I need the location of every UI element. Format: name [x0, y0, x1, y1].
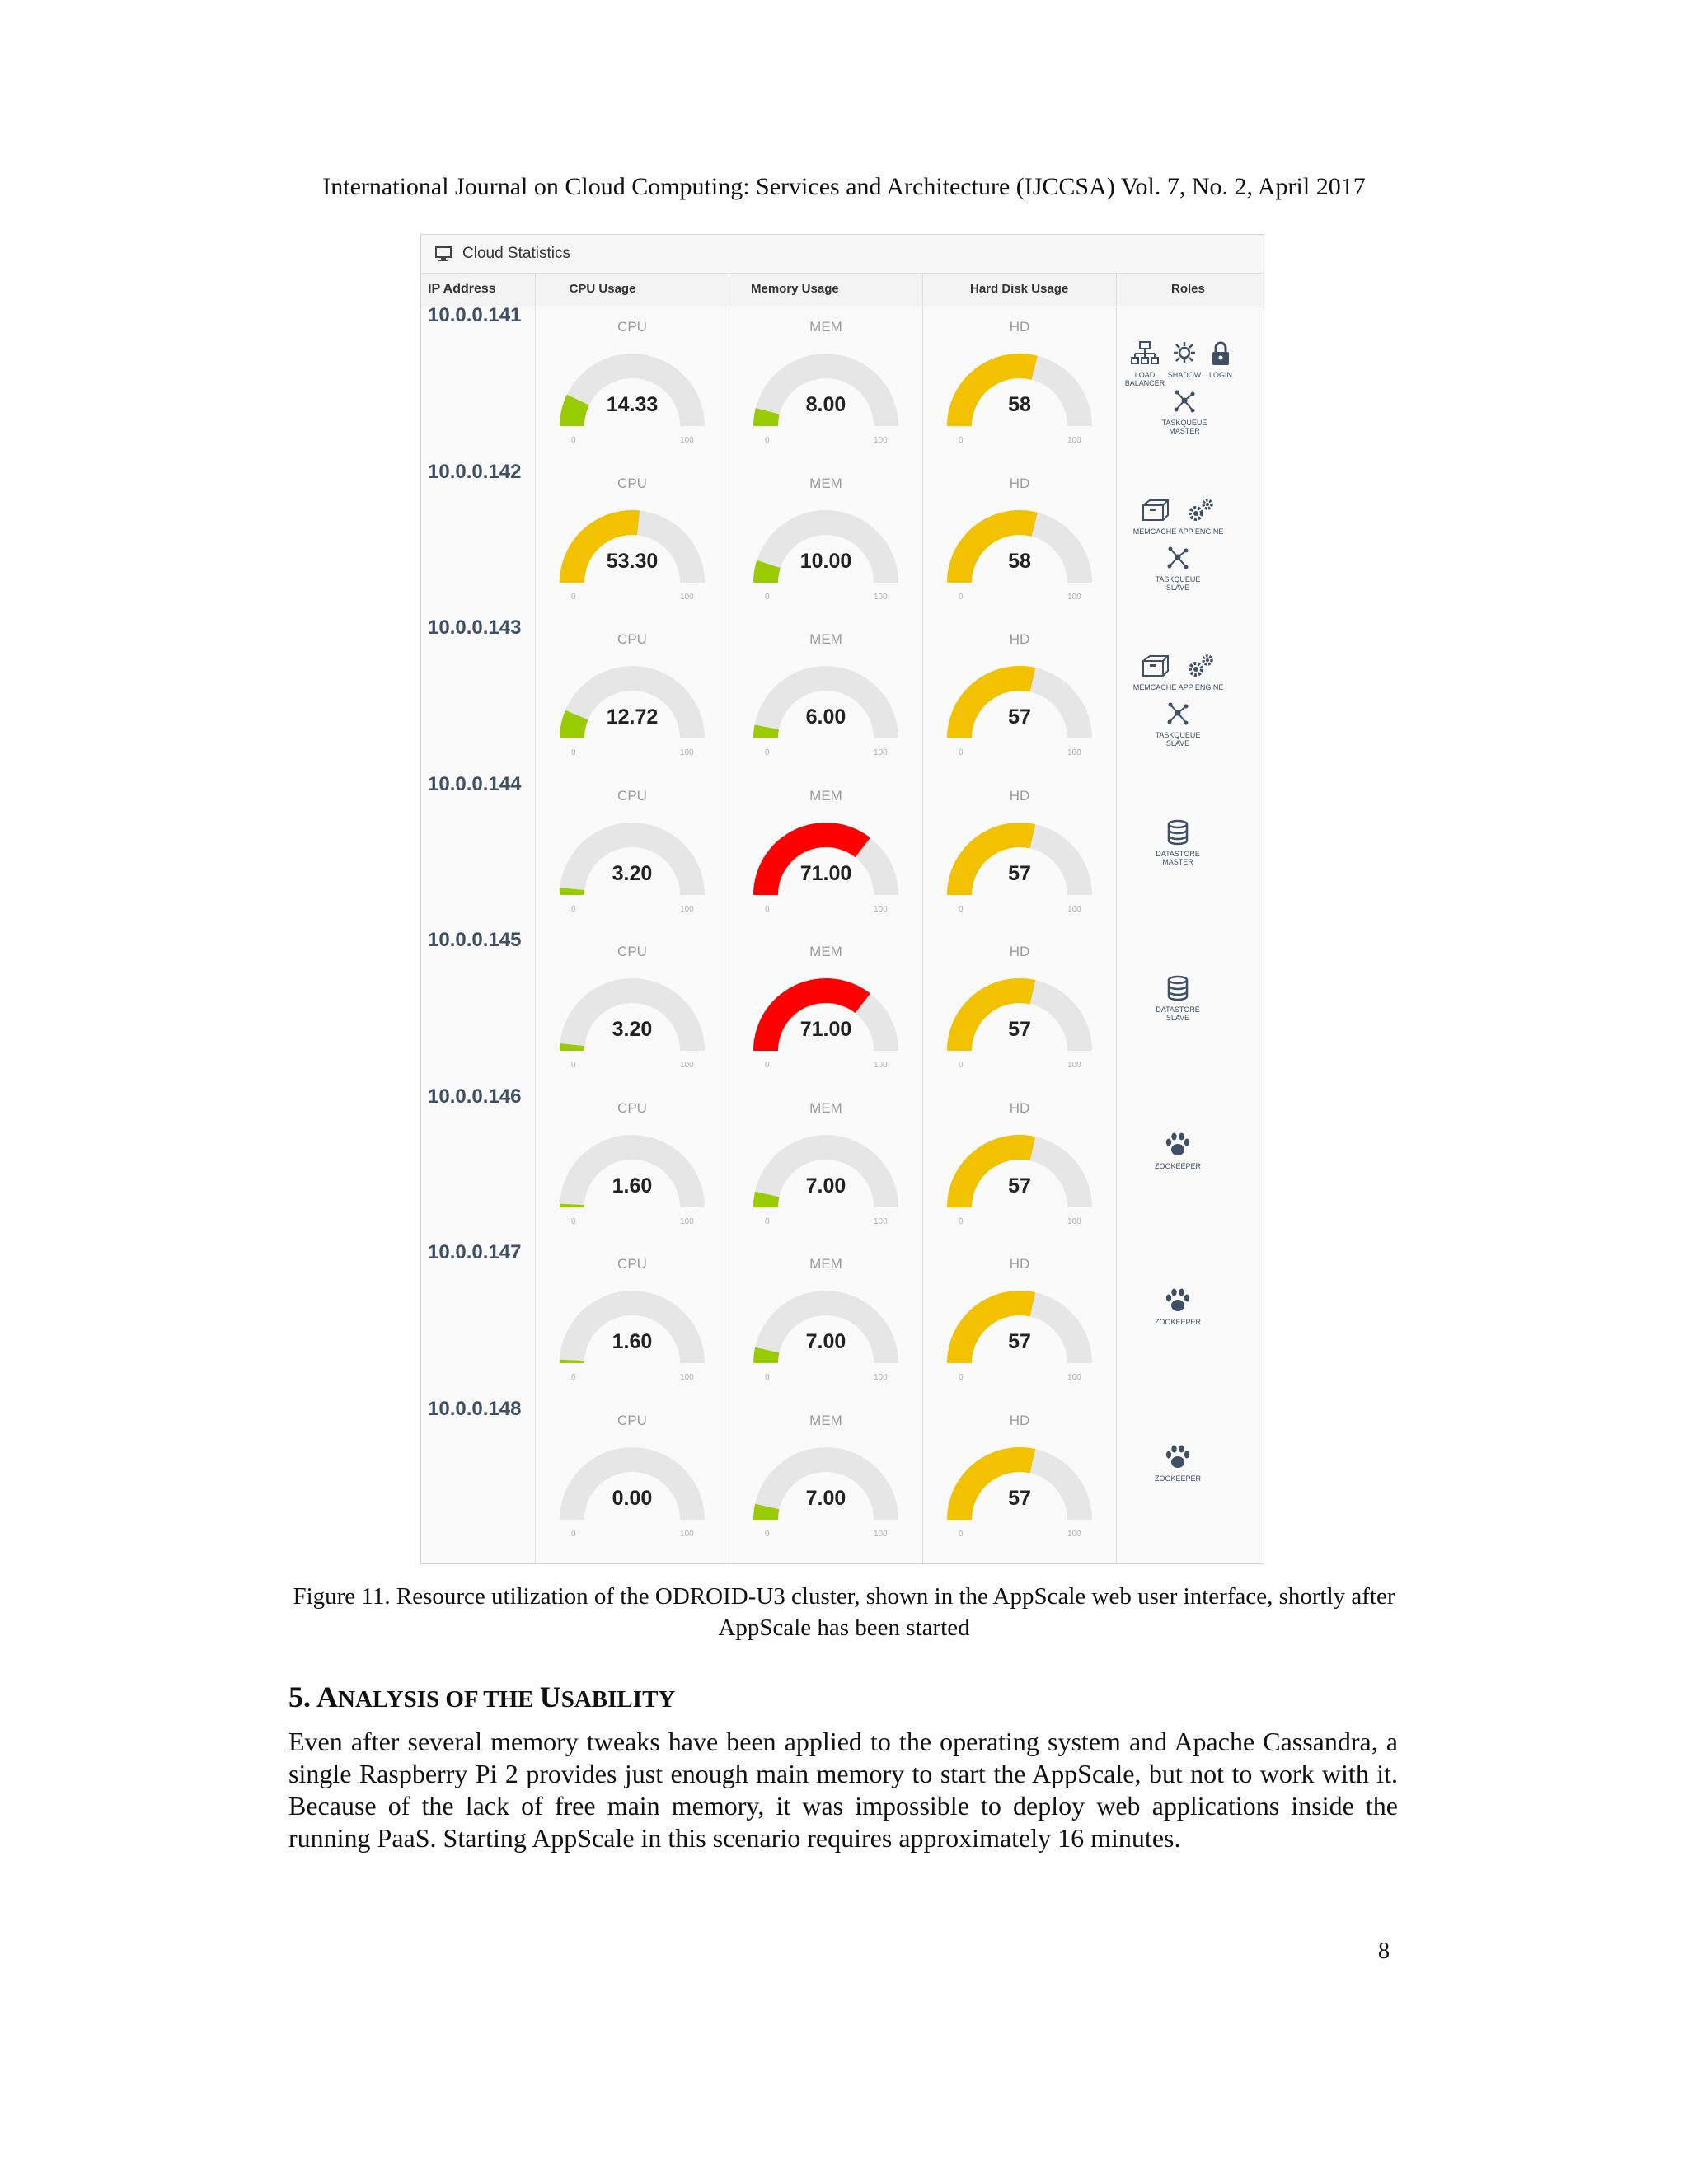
roles-cell	[1120, 1122, 1277, 1229]
gauge-max-label: 100	[680, 1061, 694, 1070]
mem-gauge	[743, 935, 908, 1070]
role-label: TASKQUEUE SLAVE	[1155, 731, 1201, 748]
role-item[interactable]	[1176, 653, 1226, 691]
gauge-min-label: 0	[571, 436, 576, 445]
gauge-max-label: 100	[874, 1216, 888, 1226]
mem-gauge-value: 10.00	[799, 549, 852, 573]
hd-gauge	[937, 1092, 1102, 1224]
cpu-gauge	[550, 467, 715, 602]
role-item[interactable]	[1196, 340, 1245, 379]
roles-cell	[1120, 809, 1277, 916]
ip-address: 10.0.0.145	[428, 929, 522, 951]
mem-gauge	[743, 623, 908, 755]
role-label: MEMCACHE	[1132, 527, 1177, 536]
ip-address: 10.0.0.142	[428, 460, 522, 483]
memcache-icon	[1140, 653, 1170, 679]
gauge-max-label: 100	[874, 1373, 888, 1382]
page-number: 8	[1378, 1938, 1390, 1964]
column-header-cpu[interactable]: CPU Usage	[569, 282, 636, 296]
hd-gauge-label: HD	[1009, 1256, 1030, 1272]
figure-caption: Figure 11. Resource utilization of the ODROID-U3 cluster, shown in the AppScale web user interface, shortly after AppScale has been started	[293, 1583, 1395, 1641]
mem-gauge	[743, 467, 908, 602]
database-icon	[1163, 819, 1193, 846]
ip-address: 10.0.0.143	[428, 616, 522, 639]
taskqueue-icon	[1163, 701, 1193, 727]
section-number: 5.	[288, 1680, 311, 1713]
cpu-gauge-value: 3.20	[612, 861, 653, 885]
gauge-min-label: 0	[571, 1529, 576, 1539]
gauge-min-label: 0	[765, 1061, 770, 1070]
ip-address: 10.0.0.144	[428, 772, 522, 795]
role-item[interactable]	[1176, 497, 1226, 536]
hd-gauge	[937, 780, 1102, 912]
hd-gauge-value: 57	[1008, 861, 1031, 885]
gauge-min-label: 0	[571, 1061, 576, 1070]
cpu-gauge-value: 0.00	[612, 1486, 653, 1510]
hd-gauge-value: 57	[1008, 705, 1031, 729]
hd-gauge-label: HD	[1009, 475, 1030, 491]
roles-cell	[1120, 497, 1277, 604]
gauge-max-label: 100	[680, 1529, 694, 1539]
role-label: TASKQUEUE MASTER	[1161, 419, 1207, 435]
cpu-gauge-label: CPU	[617, 1412, 647, 1428]
cpu-gauge-label: CPU	[617, 944, 647, 959]
role-item[interactable]	[1153, 545, 1203, 592]
role-item[interactable]	[1153, 819, 1203, 866]
role-item[interactable]	[1130, 653, 1179, 691]
role-item[interactable]	[1153, 1444, 1203, 1483]
mem-gauge-label: MEM	[809, 475, 842, 491]
cpu-gauge	[550, 935, 715, 1070]
paw-icon	[1163, 1287, 1193, 1314]
panel-titlebar	[421, 235, 1264, 274]
role-label: ZOOKEEPER	[1154, 1161, 1201, 1170]
roles-cell	[1120, 340, 1277, 448]
hd-gauge	[937, 1248, 1102, 1380]
role-label: LOAD BALANCER	[1124, 371, 1165, 387]
gauge-min-label: 0	[959, 1061, 964, 1070]
gauge-max-label: 100	[874, 1529, 888, 1539]
taskqueue-icon	[1170, 388, 1199, 415]
gauge-max-label: 100	[1067, 1216, 1081, 1226]
memcache-icon	[1140, 497, 1170, 523]
mem-gauge-value: 7.00	[805, 1174, 846, 1197]
cpu-gauge	[550, 1092, 715, 1224]
cpu-gauge	[550, 1404, 715, 1539]
role-label: SHADOW	[1167, 371, 1202, 379]
gauge-min-label: 0	[571, 592, 576, 602]
journal-header: International Journal on Cloud Computing: Services and Architecture (IJCCSA) Vol. 7, No. 2, April 2017	[322, 173, 1366, 200]
table-header	[421, 274, 1264, 307]
role-item[interactable]	[1153, 975, 1203, 1022]
role-label: ZOOKEEPER	[1154, 1474, 1201, 1483]
mem-gauge-label: MEM	[809, 944, 842, 959]
cpu-gauge-value: 12.72	[606, 705, 659, 729]
paw-icon	[1163, 1132, 1193, 1158]
gauge-max-label: 100	[874, 904, 888, 914]
gears-icon	[1186, 653, 1216, 679]
gauge-max-label: 100	[680, 1216, 694, 1226]
body-paragraph: Even after several memory tweaks have been applied to the operating system and Apache Cassandra, a single Raspberry Pi 2 provides just enough main memory to start the AppScale, but not to work with it. Because of the lack of free main memory, it was impossible to deploy web applications inside the running PaaS. Starting AppScale in this scenario requires approximately 16 minutes.	[288, 1727, 1398, 1853]
hd-gauge	[937, 1404, 1102, 1539]
gauge-min-label: 0	[959, 592, 964, 602]
hd-gauge	[937, 623, 1102, 755]
mem-gauge	[743, 1404, 908, 1539]
roles-cell	[1120, 1277, 1277, 1385]
cpu-gauge-label: CPU	[617, 319, 647, 335]
mem-gauge-label: MEM	[809, 787, 842, 804]
roles-cell	[1120, 653, 1277, 760]
gauge-max-label: 100	[874, 592, 888, 602]
gauge-max-label: 100	[1067, 436, 1081, 445]
gauge-min-label: 0	[765, 1373, 770, 1382]
gauge-max-label: 100	[1067, 748, 1081, 757]
gauge-max-label: 100	[680, 748, 694, 757]
hd-gauge-label: HD	[1009, 1099, 1030, 1116]
gauge-max-label: 100	[1067, 1373, 1081, 1382]
cpu-gauge	[550, 1248, 715, 1380]
column-header-roles[interactable]: Roles	[1171, 282, 1205, 296]
hd-gauge-value: 57	[1008, 1330, 1031, 1353]
roles-cell	[1120, 965, 1277, 1072]
hd-gauge-label: HD	[1009, 319, 1030, 335]
gauge-min-label: 0	[765, 1529, 770, 1539]
cpu-gauge-value: 1.60	[612, 1330, 653, 1353]
gears-icon	[1186, 497, 1216, 523]
gauge-min-label: 0	[571, 748, 576, 757]
hd-gauge-value: 58	[1008, 549, 1031, 573]
mem-gauge	[743, 1092, 908, 1224]
column-header-hard-disk[interactable]: Hard Disk Usage	[970, 282, 1069, 296]
gauge-max-label: 100	[1067, 1529, 1081, 1539]
hd-gauge-label: HD	[1009, 944, 1030, 959]
cpu-gauge-label: CPU	[617, 475, 647, 491]
cpu-gauge	[550, 623, 715, 755]
cpu-gauge-value: 53.30	[606, 549, 659, 573]
mem-gauge-label: MEM	[809, 1099, 842, 1116]
load-balancer-icon	[1130, 340, 1160, 367]
mem-gauge-value: 7.00	[805, 1486, 846, 1510]
paw-icon	[1163, 1444, 1193, 1470]
section-title-smallcaps: SABILITY	[560, 1686, 676, 1713]
gauge-min-label: 0	[959, 1216, 964, 1226]
role-item[interactable]	[1153, 701, 1203, 748]
gauge-min-label: 0	[959, 1529, 964, 1539]
ip-address: 10.0.0.147	[428, 1241, 522, 1263]
gauge-min-label: 0	[765, 904, 770, 914]
mem-gauge-value: 7.00	[805, 1330, 846, 1353]
role-item[interactable]	[1130, 497, 1179, 536]
gauge-max-label: 100	[680, 436, 694, 445]
mem-gauge	[743, 780, 908, 912]
mem-gauge-value: 71.00	[799, 1018, 852, 1041]
role-label: TASKQUEUE SLAVE	[1155, 574, 1201, 592]
gauge-min-label: 0	[571, 1216, 576, 1226]
monitor-icon	[434, 246, 452, 262]
hd-gauge-value: 57	[1008, 1018, 1031, 1041]
database-icon	[1163, 975, 1193, 1001]
ip-address: 10.0.0.146	[428, 1085, 522, 1108]
gauge-min-label: 0	[959, 904, 964, 914]
roles-cell	[1120, 1434, 1277, 1541]
cpu-gauge-label: CPU	[617, 787, 647, 804]
gauge-min-label: 0	[765, 436, 770, 445]
section-title-letter: A	[316, 1680, 339, 1713]
mem-gauge-label: MEM	[809, 319, 842, 335]
gauge-max-label: 100	[680, 592, 694, 602]
role-label: MEMCACHE	[1132, 683, 1177, 691]
column-header-memory[interactable]: Memory Usage	[751, 282, 839, 296]
ip-address: 10.0.0.148	[428, 1397, 522, 1420]
hd-gauge-label: HD	[1009, 631, 1030, 647]
mem-gauge-value: 8.00	[805, 393, 846, 416]
taskqueue-icon	[1163, 545, 1193, 571]
mem-gauge-label: MEM	[809, 1256, 842, 1272]
hd-gauge-value: 57	[1008, 1486, 1031, 1510]
gauge-min-label: 0	[959, 748, 964, 757]
hd-gauge-label: HD	[1009, 787, 1030, 804]
cpu-gauge-label: CPU	[617, 631, 647, 647]
cpu-gauge-label: CPU	[617, 1099, 647, 1116]
mem-gauge	[743, 1248, 908, 1380]
gauge-max-label: 100	[874, 748, 888, 757]
cpu-gauge-value: 1.60	[612, 1174, 653, 1197]
gauge-min-label: 0	[765, 748, 770, 757]
cpu-gauge-label: CPU	[617, 1256, 647, 1272]
gauge-max-label: 100	[1067, 592, 1081, 602]
gauge-min-label: 0	[571, 904, 576, 914]
gauge-max-label: 100	[1067, 1061, 1081, 1070]
hd-gauge	[937, 935, 1102, 1070]
hd-gauge	[937, 467, 1102, 602]
role-label: APP ENGINE	[1178, 527, 1224, 536]
role-item[interactable]	[1160, 388, 1209, 435]
role-label: APP ENGINE	[1178, 683, 1224, 691]
cloud-statistics-panel	[420, 234, 1264, 1564]
gauge-max-label: 100	[874, 1061, 888, 1070]
role-label: ZOOKEEPER	[1154, 1318, 1201, 1326]
role-label: DATASTORE MASTER	[1156, 849, 1200, 866]
hd-gauge	[937, 311, 1102, 443]
gauge-min-label: 0	[765, 1216, 770, 1226]
role-item[interactable]	[1153, 1287, 1203, 1326]
mem-gauge-label: MEM	[809, 631, 842, 647]
mem-gauge-value: 71.00	[799, 861, 852, 885]
cpu-gauge-value: 3.20	[612, 1018, 653, 1041]
lock-icon	[1206, 340, 1236, 367]
mem-gauge-label: MEM	[809, 1412, 842, 1428]
hd-gauge-label: HD	[1009, 1412, 1030, 1428]
gauge-max-label: 100	[1067, 904, 1081, 914]
mem-gauge	[743, 311, 908, 443]
cpu-gauge	[550, 780, 715, 912]
shadow-icon	[1170, 340, 1199, 367]
role-label: LOGIN	[1208, 371, 1232, 379]
mem-gauge-value: 6.00	[805, 705, 846, 729]
gauge-max-label: 100	[874, 436, 888, 445]
gauge-min-label: 0	[571, 1373, 576, 1382]
section-title-smallcaps: NALYSIS OF THE	[338, 1686, 540, 1713]
section-heading	[288, 1680, 675, 1714]
section-title-letter: U	[539, 1680, 561, 1713]
gauge-max-label: 100	[680, 904, 694, 914]
role-item[interactable]	[1153, 1132, 1203, 1170]
cpu-gauge-value: 14.33	[606, 393, 659, 416]
column-header-ip[interactable]: IP Address	[428, 282, 496, 296]
gauge-min-label: 0	[959, 436, 964, 445]
panel-title: Cloud Statistics	[462, 245, 570, 262]
gauge-min-label: 0	[959, 1373, 964, 1382]
role-label: DATASTORE SLAVE	[1156, 1005, 1200, 1022]
ip-address: 10.0.0.141	[428, 304, 522, 326]
hd-gauge-value: 58	[1008, 393, 1031, 416]
hd-gauge-value: 57	[1008, 1174, 1031, 1197]
gauge-max-label: 100	[680, 1373, 694, 1382]
cpu-gauge	[550, 311, 715, 443]
gauge-min-label: 0	[765, 592, 770, 602]
